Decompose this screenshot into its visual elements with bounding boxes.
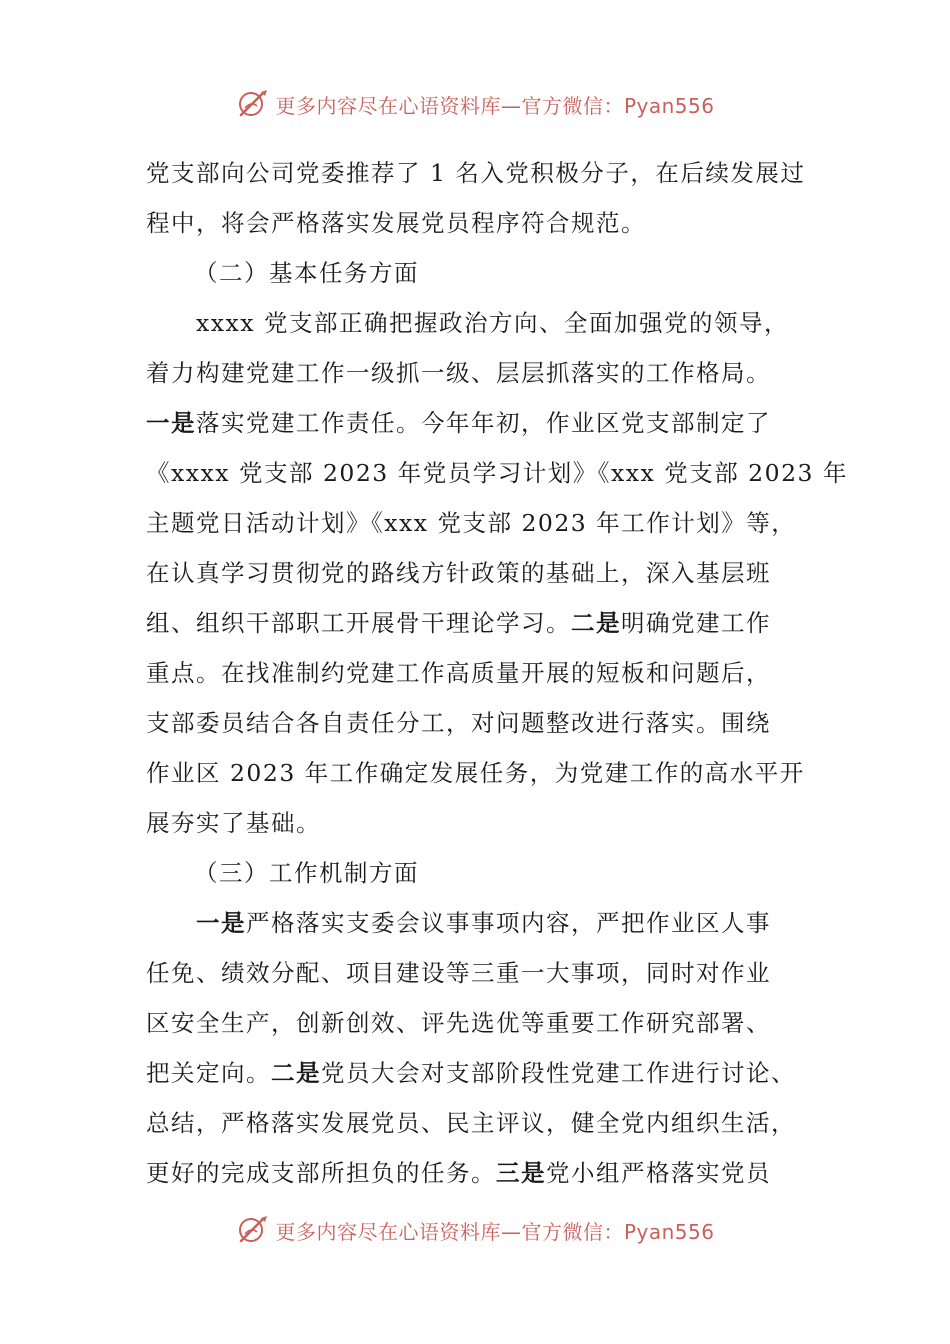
text-segment: 主题党日活动计划》《xxx 党支部 2023 年工作计划》等， (146, 509, 797, 537)
text-line (146, 148, 806, 198)
text-line (146, 698, 806, 748)
text-line (146, 748, 806, 798)
text-line (146, 1048, 806, 1098)
text-segment: 明确党建工作 (621, 609, 771, 637)
text-line (146, 498, 806, 548)
text-segment: 把关定向。 (146, 1059, 271, 1087)
emphasis-text: 三是 (496, 1159, 546, 1187)
text-segment: 《xxxx 党支部 2023 年党员学习计划》《xxx 党支部 2023 年 (146, 459, 848, 487)
text-segment: 党小组严格落实党员 (546, 1159, 771, 1187)
section-heading (146, 848, 806, 898)
watermark-text: 更多内容尽在心语资料库—官方微信：Pyan556 (275, 93, 715, 118)
text-segment: 区安全生产，创新创效、评先选优等重要工作研究部署、 (146, 1009, 771, 1037)
text-segment: 在认真学习贯彻党的路线方针政策的基础上，深入基层班 (146, 559, 771, 587)
text-segment: 程中，将会严格落实发展党员程序符合规范。 (146, 209, 646, 237)
text-line (146, 798, 806, 848)
emphasis-text: 二是 (271, 1059, 321, 1087)
document-body (146, 148, 848, 1198)
text-line (146, 1098, 806, 1148)
text-segment: 总结，严格落实发展党员、民主评议，健全党内组织生活， (146, 1109, 796, 1137)
text-line (146, 998, 806, 1048)
footer-watermark-banner (0, 1210, 950, 1250)
emphasis-text: 一是 (196, 909, 246, 937)
text-segment: 重点。在找准制约党建工作高质量开展的短板和问题后， (146, 659, 771, 687)
text-segment: 党支部向公司党委推荐了 1 名入党积极分子，在后续发展过 (146, 159, 806, 187)
emphasis-text: 一是 (146, 409, 196, 437)
section-heading (146, 248, 806, 298)
text-line (146, 448, 848, 498)
text-line (146, 548, 806, 598)
pen-logo-icon (235, 89, 271, 119)
text-line (146, 398, 806, 448)
text-segment: xxxx 党支部正确把握政治方向、全面加强党的领导， (196, 309, 789, 337)
text-segment: 落实党建工作责任。今年年初，作业区党支部制定了 (196, 409, 771, 437)
text-line (146, 648, 806, 698)
text-line (146, 198, 806, 248)
emphasis-text: 二是 (571, 609, 621, 637)
text-segment: 支部委员结合各自责任分工，对问题整改进行落实。围绕 (146, 709, 771, 737)
pen-logo-icon (235, 1215, 271, 1245)
text-segment: 组、组织干部职工开展骨干理论学习。 (146, 609, 571, 637)
text-line (146, 348, 806, 398)
text-line (146, 898, 806, 948)
text-segment: 着力构建党建工作一级抓一级、层层抓落实的工作格局。 (146, 359, 771, 387)
text-segment: 严格落实支委会议事事项内容，严把作业区人事 (246, 909, 771, 937)
text-line (146, 298, 806, 348)
text-line (146, 598, 806, 648)
text-segment: 党员大会对支部阶段性党建工作进行讨论、 (321, 1059, 796, 1087)
text-line (146, 1148, 806, 1198)
header-watermark-banner (0, 84, 950, 124)
text-segment: 作业区 2023 年工作确定发展任务，为党建工作的高水平开 (146, 759, 805, 787)
text-segment: 展夯实了基础。 (146, 809, 321, 837)
text-segment: （三）工作机制方面 (194, 859, 419, 887)
text-segment: （二）基本任务方面 (194, 259, 419, 287)
text-line (146, 948, 806, 998)
text-segment: 更好的完成支部所担负的任务。 (146, 1159, 496, 1187)
watermark-text: 更多内容尽在心语资料库—官方微信：Pyan556 (275, 1219, 715, 1244)
text-segment: 任免、绩效分配、项目建设等三重一大事项，同时对作业 (146, 959, 771, 987)
